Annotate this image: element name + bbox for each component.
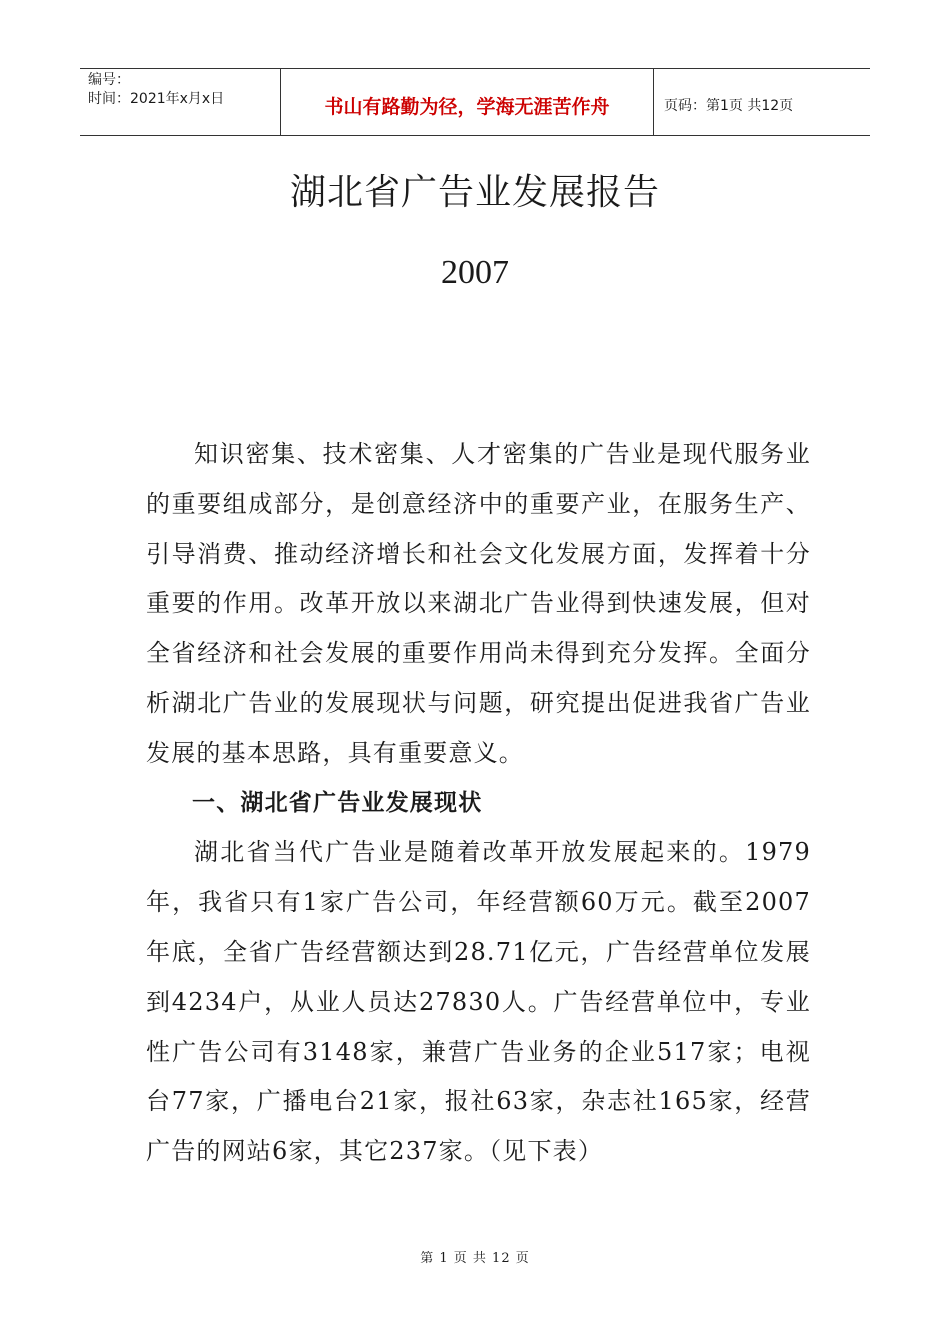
intro-paragraph: 知识密集、技术密集、人才密集的广告业是现代服务业的重要组成部分，是创意经济中的重要产业，在服务生产、引导消费、推动经济增长和社会文化发展方面，发挥着十分重要的作用。改革开放以来湖北广告业得到快速发展，但对全省经济和社会发展的重要作用尚未得到充分发挥。全面分析湖北广告业的发展现状与问题，研究提出促进我省广告业发展的基本思路，具有重要意义。 [146, 440, 811, 767]
header-number-label: 编号： [88, 72, 130, 88]
document-body [146, 430, 811, 1177]
page-footer: 第 1 页 共 12 页 [420, 1251, 530, 1266]
section-heading: 一、湖北省广告业发展现状 [192, 789, 483, 816]
document-title: 湖北省广告业发展报告 [289, 172, 660, 213]
document-header [80, 68, 870, 136]
document-year: 2007 [441, 254, 509, 291]
header-meta-cell [80, 69, 281, 135]
header-page-info: 页码：第1页 共12页 [664, 98, 794, 114]
header-time-label: 时间：2021年x月x日 [88, 91, 225, 107]
section-paragraph: 湖北省当代广告业是随着改革开放发展起来的。1979年，我省只有1家广告公司，年经营额60万元。截至2007年底，全省广告经营额达到28.71亿元，广告经营单位发展到4234户，从业人员达27830人。广告经营单位中，专业性广告公司有3148家，兼营广告业务的企业517家；电视台77家，广播电台21家，报社63家，杂志社165家，经营广告的网站6家，其它237家。（见下表） [146, 838, 811, 1166]
header-motto: 书山有路勤为径，学海无涯苦作舟 [281, 69, 654, 135]
